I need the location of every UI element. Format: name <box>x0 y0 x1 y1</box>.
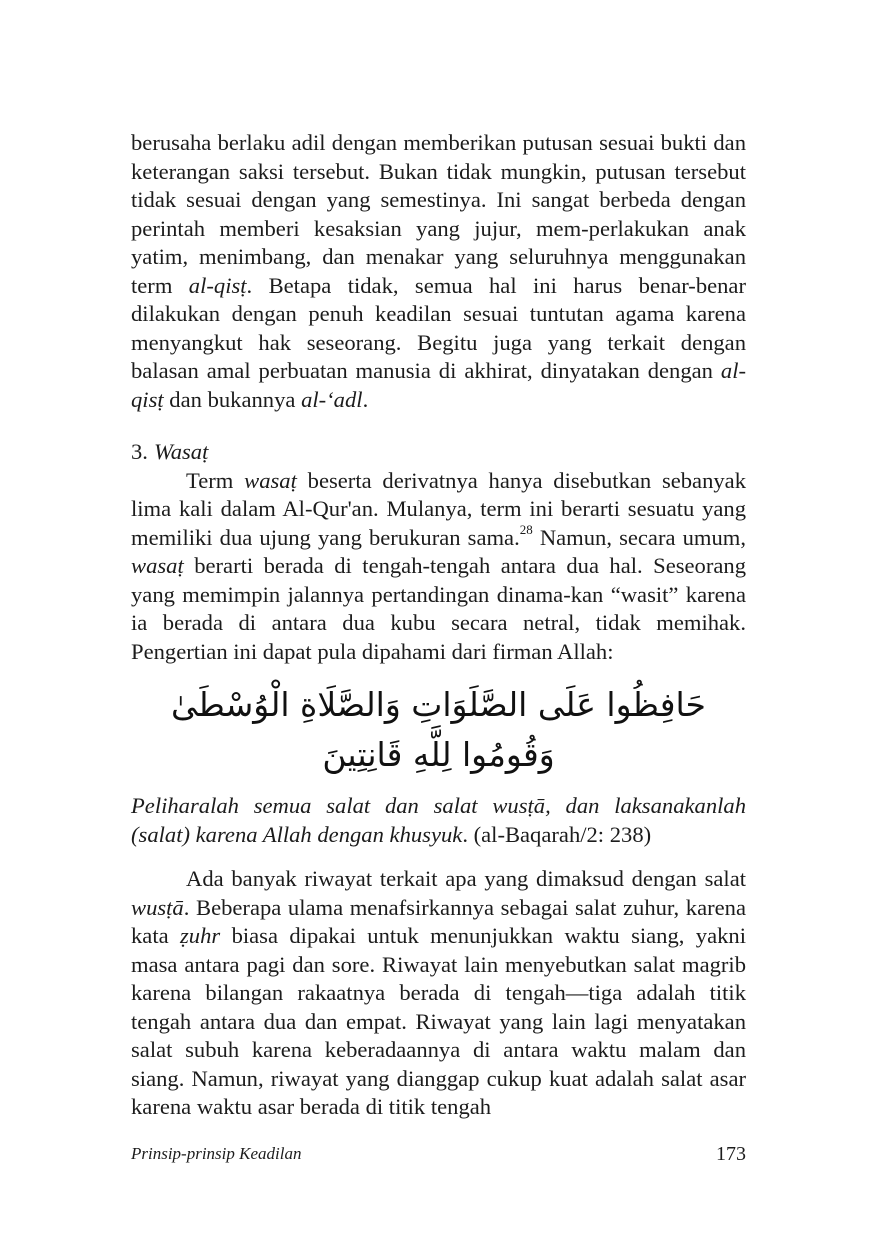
term-wasat: wasaṭ <box>131 553 184 578</box>
section-number: 3. <box>131 439 148 464</box>
term-wusta: wusṭā <box>131 894 184 920</box>
page-body <box>131 129 746 1122</box>
section-heading <box>131 438 746 467</box>
paragraph-2: Term wasaṭ beserta derivatnya hanya disebutkan sebanyak lima kali dalam Al-Qur'an. Mulanya, term ini berarti sesuatu yang memiliki dua ujung yang berukuran sama.$^{28}$ Namun, secara umum, wasaṭ berarti berada di tengah-tengah antara dua hal. Seseorang yang memimpin jalannya pertandingan dinama-kan “wasit” karena ia berada di antara dua kubu secara netral, tidak memihak. Pengertian ini dapat pula dipahami dari firman Allah: <box>131 467 747 664</box>
term-al-adl: al-‘adl <box>301 386 363 412</box>
footnote-marker: 28 <box>519 521 533 537</box>
verse-reference: . (al-Baqarah/2: 238) <box>462 821 652 847</box>
paragraph-1: berusaha berlaku adil dengan memberikan putusan sesuai bukti dan keterangan saksi tersebut. Bukan tidak mungkin, putusan tersebut tidak sesuai dengan yang semestinya. Ini sangat berbeda dengan perintah memberi kesaksian yang jujur, mem-perlakukan anak yatim, menimbang, dan menakar yang seluruhnya menggunakan term al-qisṭ. Betapa tidak, semua hal ini harus benar-benar dilakukan dengan penuh keadilan sesuai tuntutan agama karena menyangkut hak seseorang. Begitu juga yang terkait dengan balasan amal perbuatan manusia di akhirat, dinyatakan dengan al-qisṭ dan bukannya al-‘adl. <box>131 130 746 412</box>
page-number: 173 <box>716 1143 746 1165</box>
running-footer-title: Prinsip-prinsip Keadilan <box>131 1144 302 1163</box>
quran-verse-arabic: حَافِظُوا عَلَى الصَّلَوَاتِ وَالصَّلَاةِ الْوُسْطَىٰ وَقُومُوا لِلَّهِ قَانِتِينَ <box>171 685 706 774</box>
term-zuhr: ẓuhr <box>180 923 221 948</box>
paragraph-3: Ada banyak riwayat terkait apa yang dimaksud dengan salat wusṭā. Beberapa ulama menafsirkannya sebagai salat zuhur, karena kata ẓuhr biasa dipakai untuk menunjukkan waktu siang, yakni masa antara pagi dan sore. Riwayat lain menyebutkan salat magrib karena bilangan rakaatnya berada di tengah—tiga adalah titik tengah antara dua dan empat. Riwayat yang lain lagi menyatakan salat subuh karena keberadaannya di antara waktu malam dan siang. Namun, riwayat yang dianggap cukup kuat adalah salat asar karena waktu asar berada di titik tengah <box>131 866 746 1119</box>
term-al-qist: al-qisṭ <box>188 272 247 298</box>
term-wasat: wasaṭ <box>244 467 297 493</box>
verse-translation: Peliharalah semua salat dan salat wusṭā, dan laksanakanlah (salat) karena Allah dengan khusyuk. (al-Baqarah/2: 238) <box>131 793 746 847</box>
term-al-qist: al-qisṭ <box>131 358 746 412</box>
section-title: Wasaṭ <box>153 439 209 464</box>
